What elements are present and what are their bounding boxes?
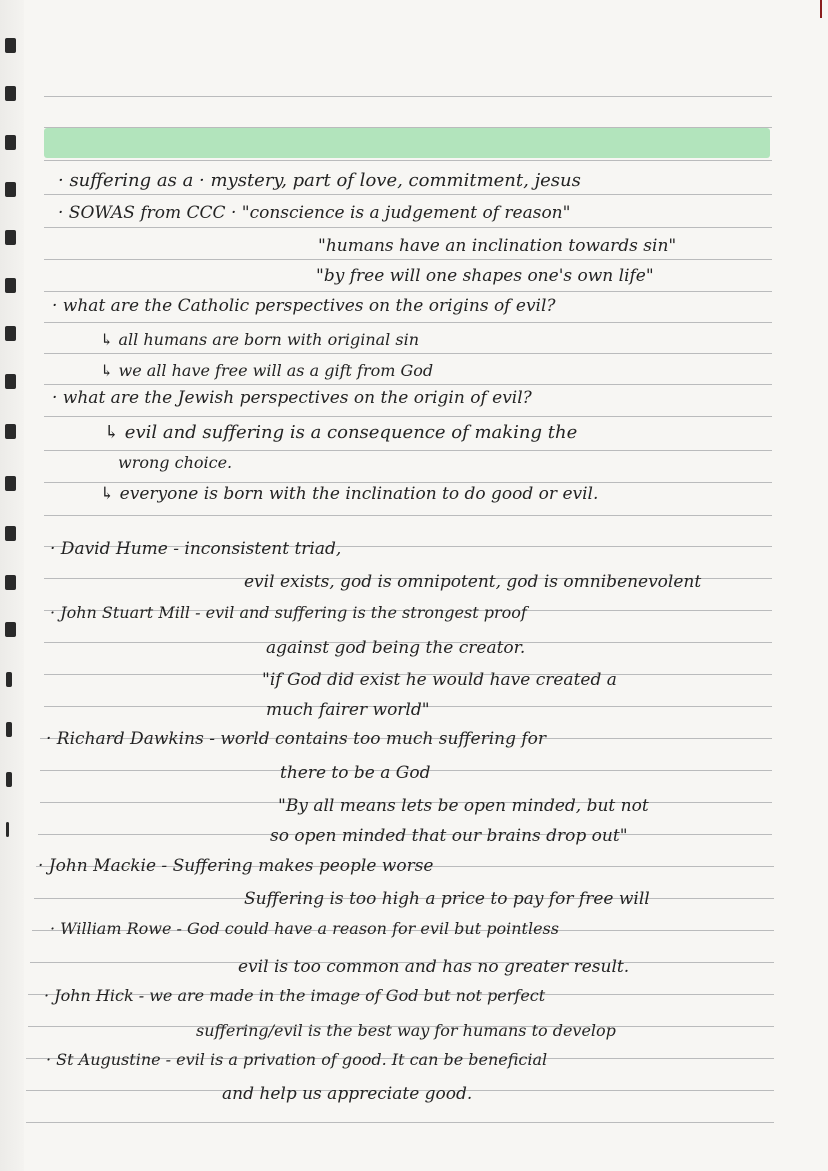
binding-ring xyxy=(6,722,12,737)
binding-ring xyxy=(6,822,9,837)
binding-ring xyxy=(5,326,16,341)
binding-ring xyxy=(5,278,16,293)
note-line: evil exists, god is omnipotent, god is omnibenevolent xyxy=(244,572,702,592)
ruled-line xyxy=(44,194,772,195)
ruled-line xyxy=(26,1122,774,1123)
ruled-line xyxy=(44,416,772,417)
binding-ring xyxy=(5,424,16,439)
page-corner-mark xyxy=(812,0,822,18)
spiral-binding xyxy=(0,0,24,1171)
note-line: there to be a God xyxy=(280,763,431,783)
ruled-line xyxy=(44,291,772,292)
note-line: ↳ we all have free will as a gift from God xyxy=(100,361,434,380)
note-line: · SOWAS from CCC · "conscience is a judgement of reason" xyxy=(58,203,571,223)
ruled-line xyxy=(44,227,772,228)
ruled-line xyxy=(44,96,772,97)
note-line: "by free will one shapes one's own life" xyxy=(316,266,654,286)
binding-ring xyxy=(5,526,16,541)
note-line: · St Augustine - evil is a privation of good. It can be beneficial xyxy=(46,1050,548,1069)
binding-ring xyxy=(5,38,16,53)
binding-ring xyxy=(6,772,12,787)
note-line: "humans have an inclination towards sin" xyxy=(318,236,677,256)
note-line: · John Mackie - Suffering makes people worse xyxy=(38,856,434,876)
note-line: · what are the Catholic perspectives on the origins of evil? xyxy=(52,296,556,316)
ruled-line xyxy=(44,515,772,516)
binding-ring xyxy=(5,476,16,491)
binding-ring xyxy=(5,575,16,590)
note-line: · David Hume - inconsistent triad, xyxy=(50,539,342,559)
note-line: · John Stuart Mill - evil and suffering is the strongest proof xyxy=(50,603,527,622)
binding-ring xyxy=(6,672,12,687)
binding-ring xyxy=(5,374,16,389)
ruled-line xyxy=(44,127,772,128)
ruled-line xyxy=(44,259,772,260)
ruled-line xyxy=(44,160,772,161)
note-line: evil is too common and has no greater result. xyxy=(238,957,630,977)
note-line: much fairer world" xyxy=(266,700,430,720)
note-line: · William Rowe - God could have a reason for evil but pointless xyxy=(50,919,559,938)
note-line: so open minded that our brains drop out" xyxy=(270,826,628,846)
note-line: ↳ evil and suffering is a consequence of making the xyxy=(104,422,578,443)
ruled-line xyxy=(44,322,772,323)
note-line: "By all means lets be open minded, but not xyxy=(278,796,649,816)
note-line: against god being the creator. xyxy=(266,638,526,658)
note-line: ↳ everyone is born with the inclination to do good or evil. xyxy=(100,484,599,504)
note-line: · suffering as a · mystery, part of love, commitment, jesus xyxy=(58,170,581,191)
note-line: wrong choice. xyxy=(118,453,233,472)
note-line: ↳ all humans are born with original sin xyxy=(100,330,419,349)
note-line: and help us appreciate good. xyxy=(222,1084,473,1104)
note-line: · John Hick - we are made in the image of God but not perfect xyxy=(44,986,546,1005)
note-line: · what are the Jewish perspectives on the origin of evil? xyxy=(52,388,532,408)
note-line: Suffering is too high a price to pay for free will xyxy=(244,889,650,909)
note-line: · Richard Dawkins - world contains too much suffering for xyxy=(46,729,547,749)
binding-ring xyxy=(5,230,16,245)
note-line: suffering/evil is the best way for humans to develop xyxy=(196,1021,616,1040)
binding-ring xyxy=(5,182,16,197)
binding-ring xyxy=(5,135,16,150)
ruled-line xyxy=(44,384,772,385)
binding-ring xyxy=(5,622,16,637)
title-highlight xyxy=(44,128,770,158)
ruled-line xyxy=(44,353,772,354)
binding-ring xyxy=(5,86,16,101)
note-line: "if God did exist he would have created a xyxy=(262,670,617,690)
